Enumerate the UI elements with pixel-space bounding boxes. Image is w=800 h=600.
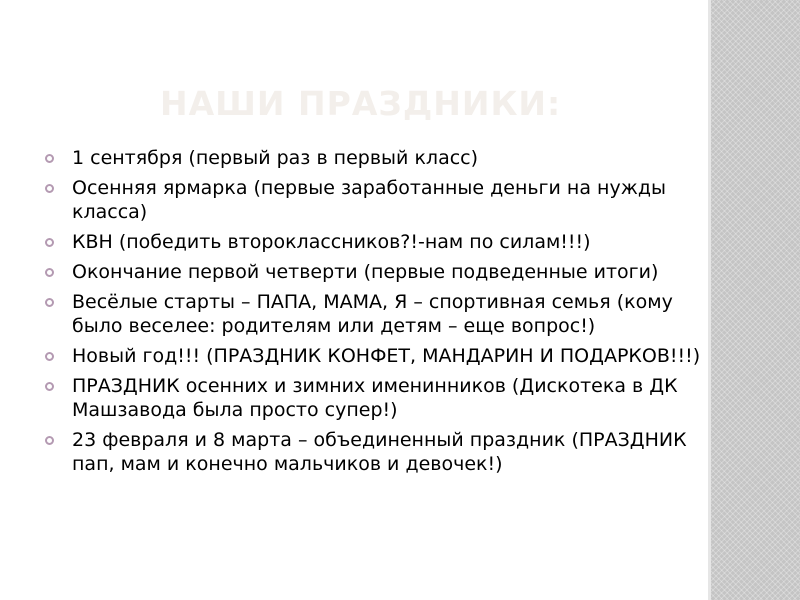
circle-bullet-icon (45, 238, 54, 247)
circle-bullet-icon (45, 154, 54, 163)
list-item-text: ПРАЗДНИК осенних и зимних именинников (Дискотека в ДК Машзавода была просто супер!) (72, 375, 678, 421)
circle-bullet-icon (45, 436, 54, 445)
circle-bullet-icon (45, 298, 54, 307)
list-item-text: 1 сентября (первый раз в первый класс) (72, 147, 479, 169)
list-item (42, 146, 702, 170)
circle-bullet-icon (45, 382, 54, 391)
circle-bullet-icon (45, 184, 54, 193)
circle-bullet-icon (45, 268, 54, 277)
list-item (42, 176, 702, 224)
list-item (42, 260, 702, 284)
side-decorative-panel (711, 0, 800, 600)
list-item (42, 428, 702, 476)
list-item-text: КВН (победить второклассников?!-нам по силам!!!) (72, 231, 591, 253)
list-item (42, 344, 702, 368)
bullet-list (42, 146, 702, 482)
list-item-text: Окончание первой четверти (первые подведенные итоги) (72, 261, 659, 283)
list-item-text: Весёлые старты – ПАПА, МАМА, Я – спортивная семья (кому было веселее: родителям или детям – еще вопрос!) (72, 291, 673, 337)
slide-title: НАШИ ПРАЗДНИКИ: (160, 84, 562, 123)
list-item-text: 23 февраля и 8 марта – объединенный праздник (ПРАЗДНИК пап, мам и конечно мальчиков и девочек!) (72, 429, 687, 475)
list-item (42, 230, 702, 254)
list-item-text: Новый год!!! (ПРАЗДНИК КОНФЕТ, МАНДАРИН И ПОДАРКОВ!!!) (72, 345, 701, 367)
list-item (42, 374, 702, 422)
circle-bullet-icon (45, 352, 54, 361)
list-item-text: Осенняя ярмарка (первые заработанные деньги на нужды класса) (72, 177, 666, 223)
list-item (42, 290, 702, 338)
